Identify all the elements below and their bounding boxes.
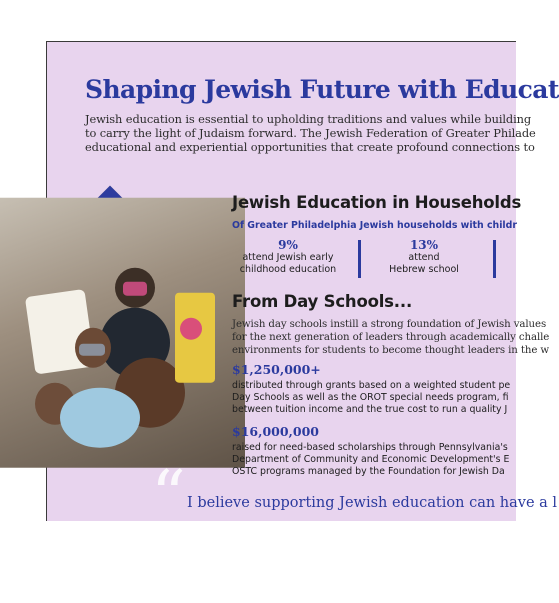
- grant-description: between tuition income and the true cost to run a quality J: [232, 404, 508, 415]
- day-schools-body: for the next generation of leaders through academically challe: [232, 332, 550, 343]
- households-heading: Jewish Education in Households: [232, 193, 522, 212]
- stat-early-childhood: [229, 238, 347, 276]
- scholarship-amount: $16,000,000: [232, 424, 319, 439]
- stat-divider: [358, 240, 361, 278]
- intro-line: educational and experiential opportunities that create profound connections to: [85, 140, 535, 154]
- grant-description: Day Schools as well as the OROT special needs program, fi: [232, 392, 509, 403]
- intro-line: to carry the light of Judaism forward. The Jewish Federation of Greater Philade: [85, 126, 536, 140]
- stat-hebrew-school: [365, 238, 483, 276]
- stat-percentage: 9%: [278, 238, 298, 252]
- quote-mark-icon: “: [151, 457, 186, 536]
- stat-label: Hebrew school: [389, 264, 459, 275]
- day-schools-heading: From Day Schools...: [232, 292, 413, 311]
- stat-label: attend Jewish early: [242, 252, 334, 263]
- classroom-photo: [0, 186, 244, 455]
- stat-percentage: 13%: [409, 238, 439, 252]
- document-page: [46, 41, 559, 536]
- grant-description: distributed through grants based on a weighted student pe: [232, 380, 511, 391]
- day-schools-body: environments for students to become thought leaders in the w: [232, 345, 550, 356]
- intro-line: Jewish education is essential to upholding traditions and values while building: [85, 112, 532, 126]
- scholarship-description: OSTC programs managed by the Foundation for Jewish Da: [232, 466, 505, 477]
- day-schools-body: Jewish day schools instill a strong foundation of Jewish values: [232, 319, 547, 330]
- stat-label: childhood education: [239, 264, 337, 275]
- scholarship-description: raised for need-based scholarships through Pennsylvania's: [232, 442, 508, 453]
- scholarship-description: Department of Community and Economic Development's E: [232, 454, 510, 465]
- grant-amount: $1,250,000+: [232, 362, 321, 377]
- stat-label: attend: [408, 252, 440, 263]
- stat-divider: [493, 240, 496, 278]
- page-title: Shaping Jewish Future with Educat: [85, 75, 559, 104]
- pull-quote: I believe supporting Jewish education can have a l: [187, 495, 558, 511]
- households-subheading: Of Greater Philadelphia Jewish households with childr: [232, 220, 517, 231]
